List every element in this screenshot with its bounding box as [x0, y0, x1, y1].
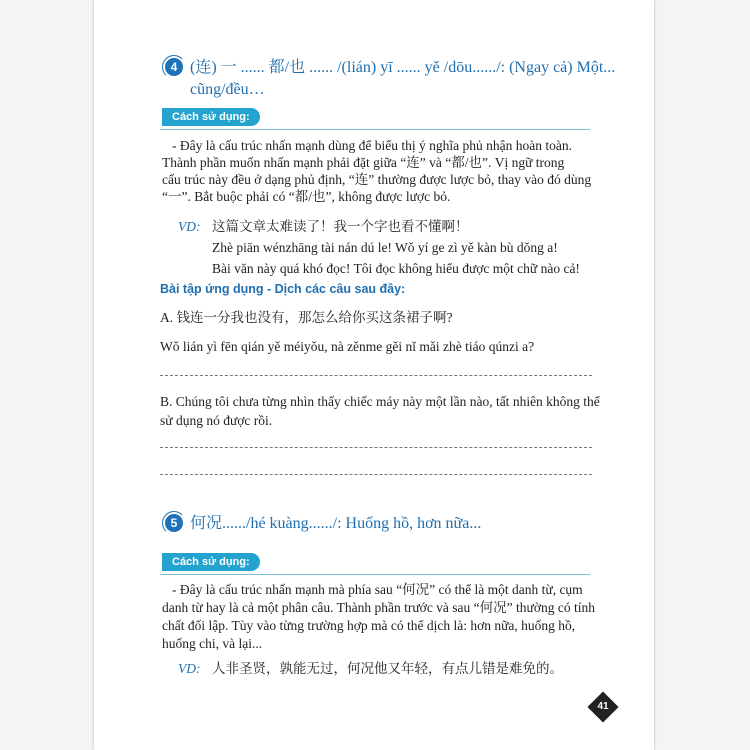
- answer-line: [160, 375, 592, 376]
- exercise-a-chinese: A. 钱连一分我也没有，那怎么给你买这条裙子啊?: [160, 310, 453, 325]
- usage-line: huống chi, và lại...: [162, 636, 263, 651]
- section-title: (连) 一 ...... 都/也 ...... /(lián) yī ...... yě /dōu....../: (Ngay cả) Một...: [190, 59, 616, 76]
- answer-line: [160, 447, 592, 448]
- usage-line: danh từ hay là cả một phân câu. Thành phần trước và sau “何况” thường có tính: [162, 600, 595, 615]
- usage-label: Cách sử dụng:: [162, 108, 260, 126]
- exercise-b-line: B. Chúng tôi chưa từng nhìn thấy chiếc máy này một lần nào, tất nhiên không thể: [160, 394, 600, 409]
- example-label: VD:: [178, 661, 201, 676]
- usage-line: chất đối lập. Tùy vào từng trường hợp mà có thể dịch là: hơn nữa, huống hồ,: [162, 618, 576, 633]
- usage-line: “一”. Bắt buộc phải có “都/也”, không được lược bỏ.: [162, 189, 451, 204]
- section-number-badge: 4: [165, 58, 183, 76]
- example-chinese: 这篇文章太难读了！我一个字也看不懂啊！: [212, 219, 469, 234]
- usage-line: cấu trúc này đều ở dạng phủ định, “连” thường được lược bỏ, thay vào đó dùng: [162, 172, 592, 187]
- example-translation: Bài văn này quá khó đọc! Tôi đọc không hiểu được một chữ nào cả!: [212, 261, 580, 276]
- exercise-a-pinyin: Wǒ lián yì fēn qián yě méiyǒu, nà zěnme gěi nǐ mǎi zhè tiáo qúnzi a?: [160, 339, 535, 354]
- page-number: 41: [597, 701, 609, 712]
- section-number-badge: 5: [165, 514, 183, 532]
- book-page: [94, 0, 654, 750]
- example-label: VD:: [178, 219, 201, 234]
- exercise-b-line: sử dụng nó được rồi.: [160, 413, 273, 428]
- usage-line: - Đây là cấu trúc nhấn mạnh mà phía sau “何况” có thể là một danh từ, cụm: [172, 582, 583, 597]
- exercise-heading: Bài tập ứng dụng - Dịch các câu sau đây:: [160, 282, 406, 296]
- usage-label: Cách sử dụng:: [162, 553, 260, 571]
- section-title: 何况....../hé kuàng....../: Huống hồ, hơn nữa...: [190, 515, 482, 532]
- usage-line: Thành phần muốn nhấn mạnh phải đặt giữa “连” và “都/也”. Vị ngữ trong: [162, 155, 565, 170]
- usage-label-rule: [160, 574, 590, 575]
- usage-label-rule: [160, 129, 590, 130]
- example-chinese: 人非圣贤，孰能无过，何况他又年轻，有点儿错是难免的。: [212, 661, 563, 676]
- section-title-continued: cũng/đều…: [190, 81, 265, 98]
- answer-line: [160, 474, 592, 475]
- example-pinyin: Zhè piān wénzhāng tài nán dú le! Wǒ yí ge zì yě kàn bù dǒng a!: [212, 240, 558, 255]
- usage-line: - Đây là cấu trúc nhấn mạnh dùng để biểu thị ý nghĩa phủ nhận hoàn toàn.: [172, 138, 573, 153]
